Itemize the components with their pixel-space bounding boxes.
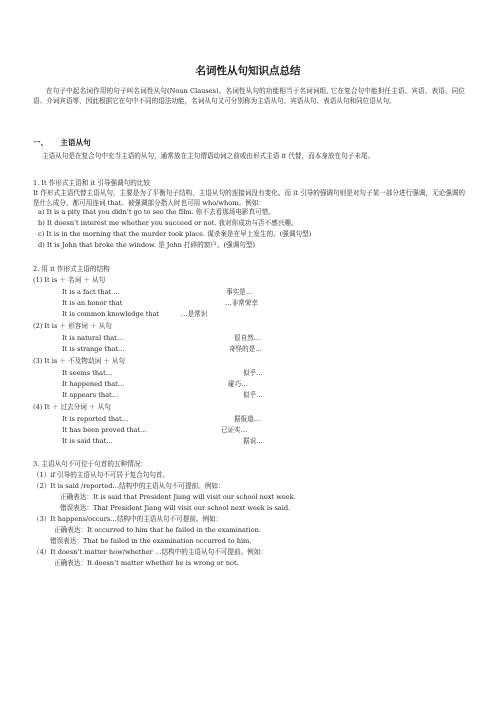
rule-item: （1）if 引导的主语从句不可居于复合句句首。 [33,471,170,479]
pattern-translation: 事实是… [226,288,253,296]
section-title: 主语从句 [60,138,91,147]
pattern-translation: 据说… [243,437,263,445]
pattern-translation: 似乎… [243,369,263,377]
part2-title: 2. 用 it 作形式主语的结构 [33,265,110,273]
pattern-example: It appears that… [62,391,119,399]
pattern-example: It is common knowledge that [62,310,160,318]
example-item: a) It is a pity that you didn’t go to see the film. 你不去看那场电影真可惜。 [38,208,275,216]
rule-example: 错误表达：That President Jiang will visit our school next week is said. [60,504,291,512]
pattern-translation: …非常荣幸 [225,299,258,307]
pattern-example: It seems that… [62,369,113,377]
page-title: 名词性从句知识点总结 [195,65,301,77]
pattern-translation: …是常识 [181,310,208,318]
example-item: b) It doesn’t interest me whether you succeed or not. 我对你成功与否不感兴趣。 [38,219,298,227]
rule-item: （2）It is said /reported…结构中的主语从句不可提前。例如： [33,482,225,490]
example-item: d) It is John that broke the window. 是 John 打碎的窗户。(强调句型) [38,241,256,249]
pattern-translation: 已证实… [221,426,248,434]
part1-title: 1. It 作形式主语和 it 引导强调句的比较 [33,179,150,187]
pattern-translation: 据报道… [234,415,261,423]
pattern-example: It is said that… [62,437,113,445]
pattern-translation: 很自然… [234,334,261,342]
pattern-translation: 奇怪的是… [229,345,262,353]
pattern-heading: (2) It is ＋ 形容词 ＋ 从句 [33,322,112,330]
intro-paragraph: 在句子中起名词作用的句子叫名词性从句(Noun Clauses)。名词性从句的功能相当于名词词组, 它在复合句中能担任主语、宾语、表语、同位语、介词宾语等，因此根据它在句中不同的语法功能，名词从句又可分别称为主语从句、宾语从句、表语从句和同位语从句。 [33,87,465,105]
pattern-example: It is natural that… [62,334,124,342]
pattern-example: It has been proved that… [62,426,147,434]
pattern-example: It is reported that… [62,415,129,423]
part1-description: It 作形式主语代替主语从句，主要是为了平衡句子结构，主语从句的连接词没有变化。而 it 引导的强调句则是对句子某一部分进行强调，无论强调的是什么成分，都可用连词 that。被强调部分指人时也可用 who/whom。例如： [33,189,465,207]
pattern-example: It happened that… [62,380,125,388]
rule-item: （4）It doesn’t matter how/whether …结构中的主语从句不可提前。例如： [33,548,267,556]
rule-example: 正确表达：It doesn’t matter whether he is wrong or not. [54,559,239,567]
section-number: 一、 [33,138,49,147]
pattern-example: It is strange that… [62,345,125,353]
pattern-translation: 碰巧… [228,380,248,388]
section-heading [33,139,91,147]
rule-item: （3）It happens/occurs…结构中的主语从句不可提前。例如： [33,515,223,523]
pattern-example: It is a fact that … [62,288,120,296]
rule-example: 正确表达：It occurred to him that he failed in the examination. [54,526,261,534]
pattern-heading: (4) It ＋ 过去分词 ＋ 从句 [33,403,111,411]
pattern-heading: (1) It is ＋ 名词 ＋ 从句 [33,276,106,284]
pattern-example: It is an honor that [62,299,123,307]
part3-title: 3. 主语从句不可位于句首的五种情况： [33,460,147,468]
rule-example: 错误表达：That he failed in the examination occurred to him. [50,537,252,545]
example-item: c) It is in the morning that the murder took place. 谋杀案是在早上发生的。(强调句型) [38,230,312,238]
rule-example: 正确表达：It is said that President Jiang will visit our school next week. [60,493,296,501]
pattern-heading: (3) It is ＋ 不及物动词 ＋ 从句 [33,357,126,365]
pattern-translation: 似乎… [243,391,263,399]
section-description: 主语从句是在复合句中充当主语的从句，通常放在主句谓语动词之前或由形式主语 it 代替，而本身放在句子末尾。 [42,152,375,160]
